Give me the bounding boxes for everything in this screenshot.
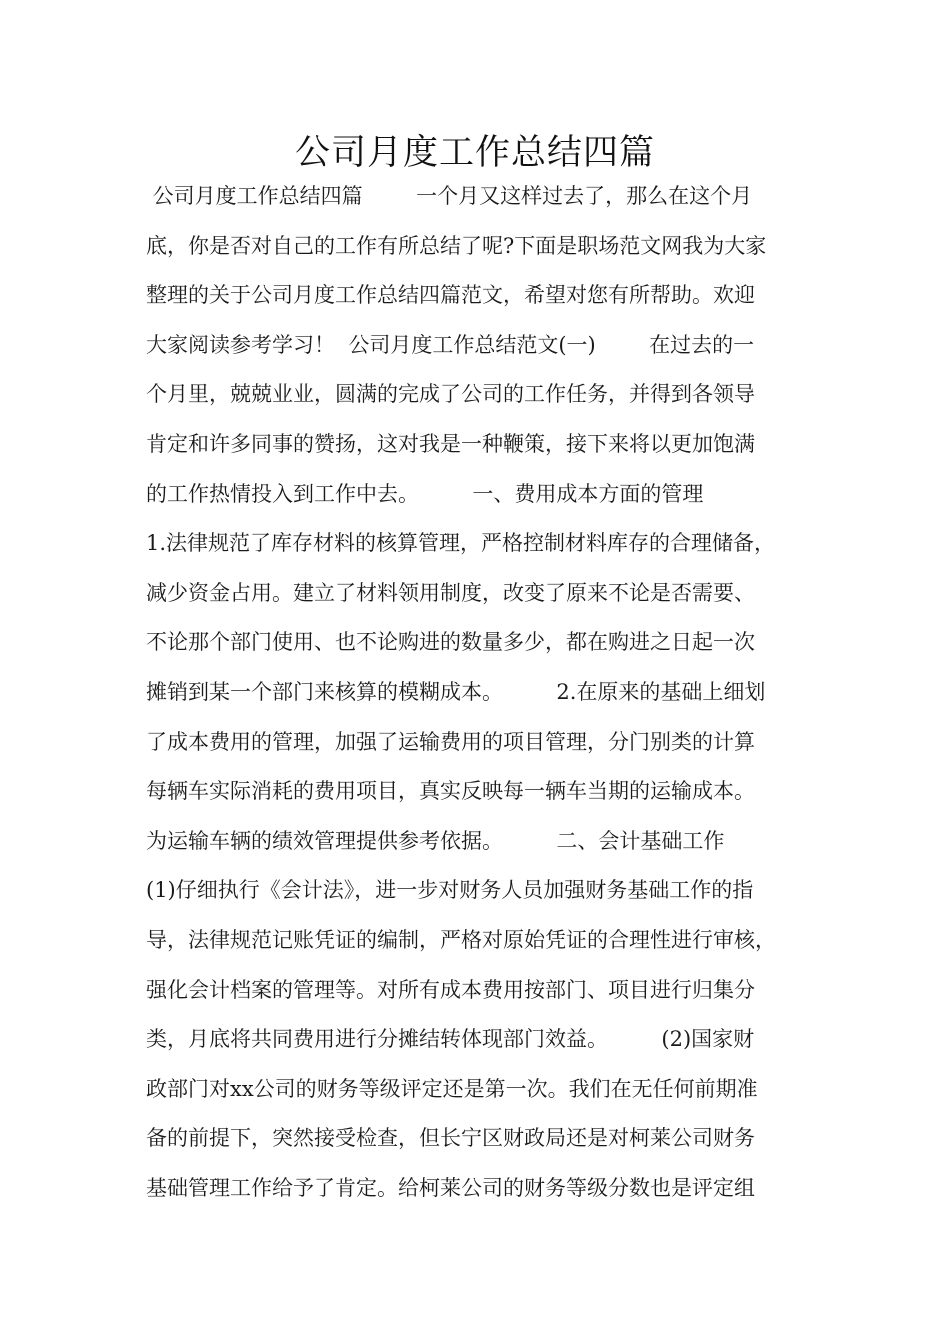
text-line: 不论那个部门使用、也不论购进的数量多少，都在购进之日起一次 <box>146 630 755 655</box>
text-line: 导，法律规范记账凭证的编制，严格对原始凭证的合理性进行审核， <box>146 927 776 952</box>
text-line: 了成本费用的管理，加强了运输费用的项目管理，分门别类的计算 <box>146 729 755 754</box>
text-line: 肯定和许多同事的赞扬，这对我是一种鞭策，接下来将以更加饱满 <box>146 431 755 456</box>
text-line: 公司月度工作总结四篇 一个月又这样过去了，那么在这个月 <box>146 184 753 208</box>
document-body <box>146 172 826 1213</box>
text-line: 大家阅读参考学习！ 公司月度工作总结范文(一) 在过去的一 <box>146 332 755 357</box>
text-line: (1)仔细执行《会计法》，进一步对财务人员加强财务基础工作的指 <box>146 878 754 903</box>
document-title: 公司月度工作总结四篇 <box>294 133 655 173</box>
text-line: 1.法律规范了库存材料的核算管理，严格控制材料库存的合理储备， <box>146 531 776 556</box>
text-line: 备的前提下，突然接受检查，但长宁区财政局还是对柯莱公司财务 <box>146 1126 755 1151</box>
text-line: 底，你是否对自己的工作有所总结了呢?下面是职场范文网我为大家 <box>146 233 767 258</box>
text-line: 整理的关于公司月度工作总结四篇范文，希望对您有所帮助。欢迎 <box>146 283 755 308</box>
text-line: 类，月底将共同费用进行分摊结转体现部门效益。 (2)国家财 <box>146 1027 755 1052</box>
text-line: 减少资金占用。建立了材料领用制度，改变了原来不论是否需要、 <box>146 580 755 605</box>
text-line: 政部门对xx公司的财务等级评定还是第一次。我们在无任何前期准 <box>146 1076 758 1101</box>
text-line: 个月里，兢兢业业，圆满的完成了公司的工作任务，并得到各领导 <box>146 382 755 407</box>
text-line: 每辆车实际消耗的费用项目，真实反映每一辆车当期的运输成本。 <box>146 779 755 804</box>
text-line: 为运输车辆的绩效管理提供参考依据。 二、会计基础工作 <box>146 828 725 853</box>
text-line: 基础管理工作给予了肯定。给柯莱公司的财务等级分数也是评定组 <box>146 1175 755 1200</box>
text-line: 强化会计档案的管理等。对所有成本费用按部门、项目进行归集分 <box>146 977 755 1002</box>
text-line: 摊销到某一个部门来核算的模糊成本。 2.在原来的基础上细划 <box>146 679 766 704</box>
text-line: 的工作热情投入到工作中去。 一、费用成本方面的管理 <box>146 481 704 506</box>
